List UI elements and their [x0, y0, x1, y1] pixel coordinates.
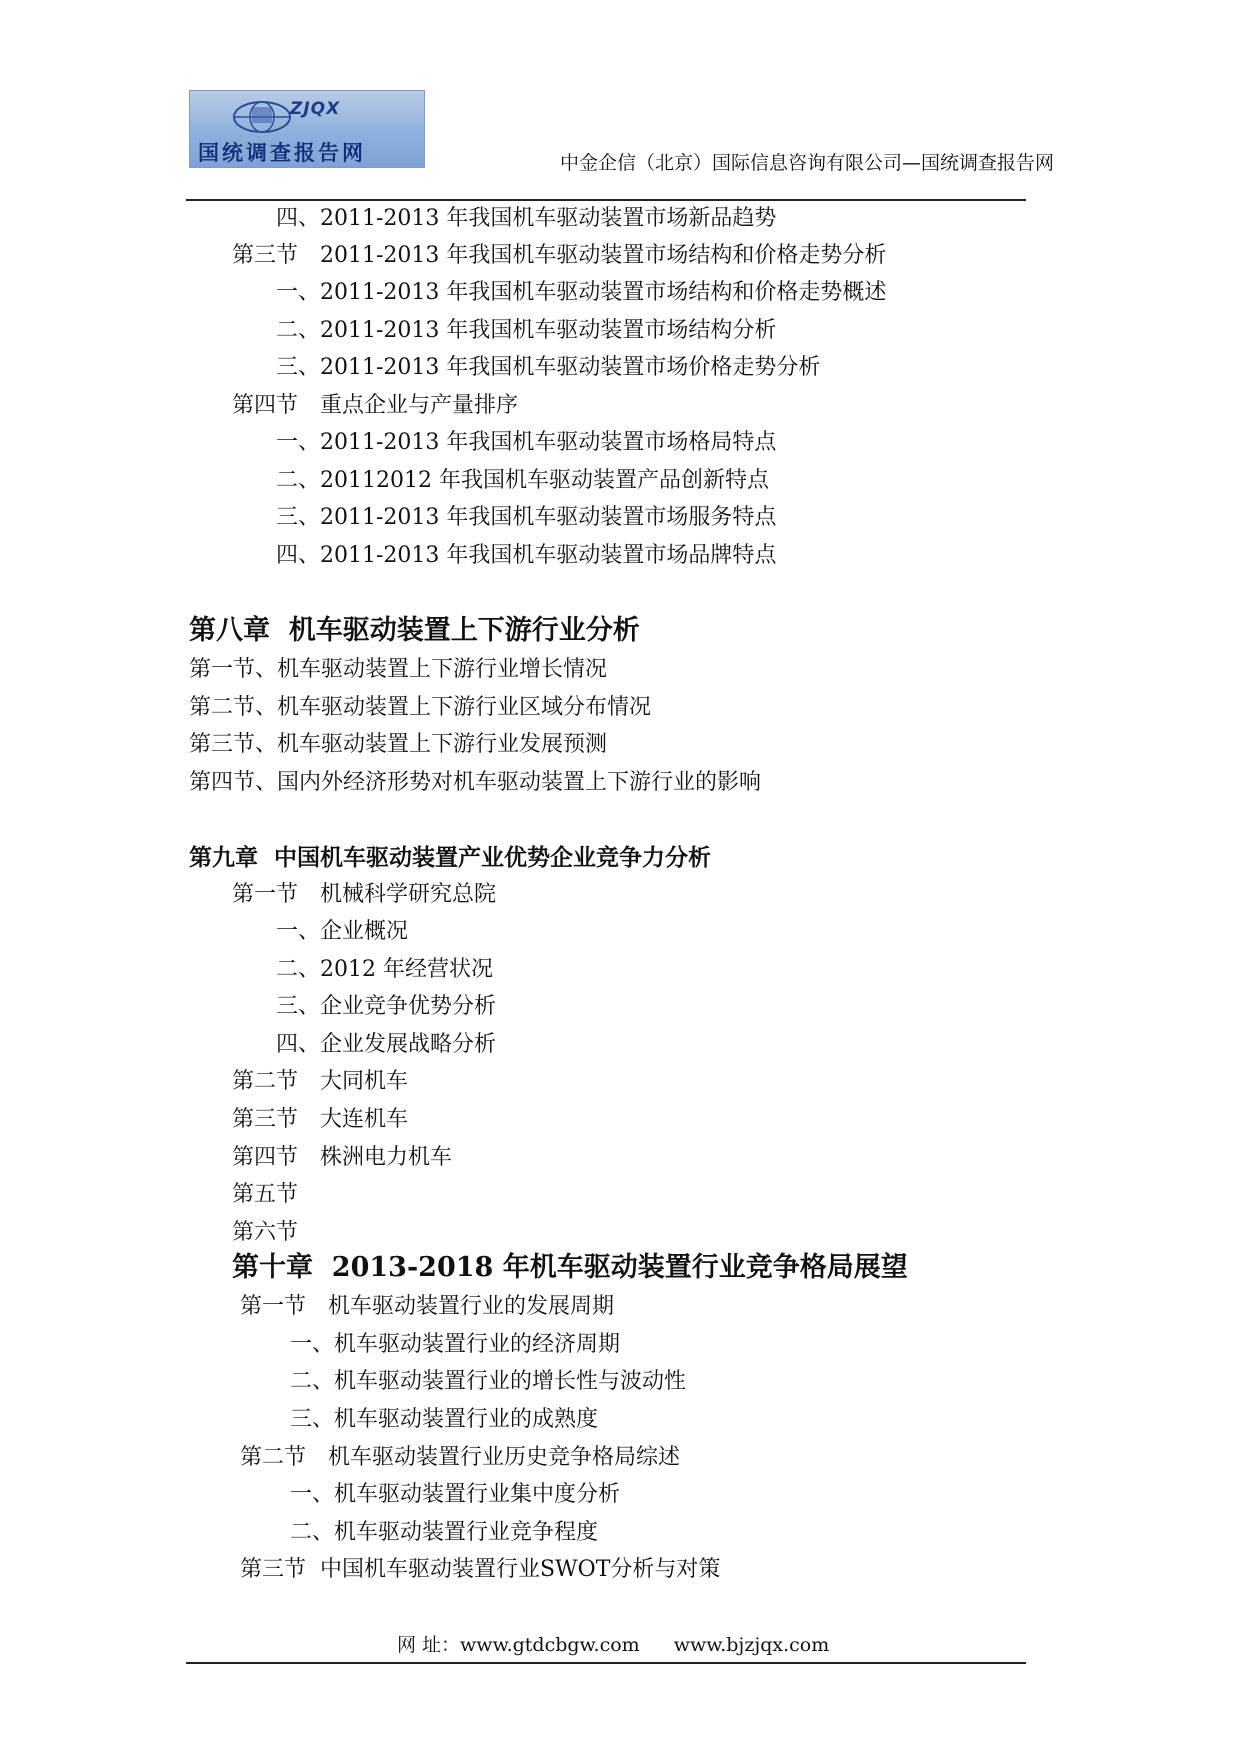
toc-item: 二、20112012 年我国机车驱动装置产品创新特点	[276, 468, 769, 493]
toc-item: 三、2011-2013 年我国机车驱动装置市场价格走势分析	[276, 355, 821, 380]
company-logo	[189, 90, 425, 168]
footer	[397, 1630, 863, 1657]
header-divider	[186, 199, 1026, 201]
toc-item: 三、企业竞争优势分析	[276, 994, 497, 1019]
toc-section: 第五节	[232, 1182, 299, 1207]
toc-item: 二、2012 年经营状况	[276, 957, 493, 982]
toc-section: 第四节、国内外经济形势对机车驱动装置上下游行业的影响	[189, 770, 762, 795]
footer-url-1: 网 址：www.gtdcbgw.com	[397, 1634, 640, 1656]
toc-item: 一、2011-2013 年我国机车驱动装置市场格局特点	[276, 430, 777, 455]
toc-section: 第六节	[232, 1220, 299, 1245]
toc-section: 第二节 大同机车	[232, 1069, 409, 1094]
toc-item: 四、2011-2013 年我国机车驱动装置市场品牌特点	[276, 543, 777, 568]
toc-section: 第四节 重点企业与产量排序	[232, 393, 519, 418]
toc-section: 第三节 大连机车	[232, 1107, 409, 1132]
toc-item: 四、2011-2013 年我国机车驱动装置市场新品趋势	[276, 206, 777, 231]
toc-item: 一、2011-2013 年我国机车驱动装置市场结构和价格走势概述	[276, 280, 887, 305]
toc-section: 第四节 株洲电力机车	[232, 1145, 453, 1170]
toc-section: 第一节 机车驱动装置行业的发展周期	[240, 1294, 615, 1319]
company-name: 中金企信（北京）国际信息咨询有限公司—国统调查报告网	[559, 152, 1054, 174]
footer-divider	[186, 1662, 1026, 1664]
toc-item: 二、机车驱动装置行业竞争程度	[290, 1520, 599, 1545]
toc-item: 四、企业发展战略分析	[276, 1032, 497, 1057]
chapter-heading: 第十章 2013-2018 年机车驱动装置行业竞争格局展望	[232, 1252, 908, 1283]
toc-section: 第二节、机车驱动装置上下游行业区域分布情况	[189, 695, 652, 720]
toc-section: 第二节 机车驱动装置行业历史竞争格局综述	[240, 1445, 681, 1470]
logo-cn-text: 国统调查报告网	[198, 141, 366, 165]
chapter-heading: 第八章 机车驱动装置上下游行业分析	[189, 615, 640, 646]
toc-section: 第三节 2011-2013 年我国机车驱动装置市场结构和价格走势分析	[232, 243, 887, 268]
toc-item: 一、机车驱动装置行业集中度分析	[290, 1482, 621, 1507]
globe-icon	[232, 99, 292, 135]
toc-section: 第一节 机械科学研究总院	[232, 882, 497, 907]
toc-section: 第一节、机车驱动装置上下游行业增长情况	[189, 657, 608, 682]
logo-en-text: ZJQX	[290, 99, 341, 119]
toc-item: 三、2011-2013 年我国机车驱动装置市场服务特点	[276, 505, 777, 530]
toc-section: 第三节 中国机车驱动装置行业SWOT分析与对策	[240, 1557, 721, 1582]
footer-url-2: www.bjzjqx.com	[673, 1634, 830, 1656]
chapter-heading: 第九章 中国机车驱动装置产业优势企业竞争力分析	[189, 844, 712, 871]
toc-item: 二、2011-2013 年我国机车驱动装置市场结构分析	[276, 318, 777, 343]
toc-item: 二、机车驱动装置行业的增长性与波动性	[290, 1369, 687, 1394]
toc-section: 第三节、机车驱动装置上下游行业发展预测	[189, 732, 608, 757]
toc-item: 一、机车驱动装置行业的经济周期	[290, 1332, 621, 1357]
toc-item: 三、机车驱动装置行业的成熟度	[290, 1407, 599, 1432]
toc-item: 一、企业概况	[276, 919, 409, 944]
